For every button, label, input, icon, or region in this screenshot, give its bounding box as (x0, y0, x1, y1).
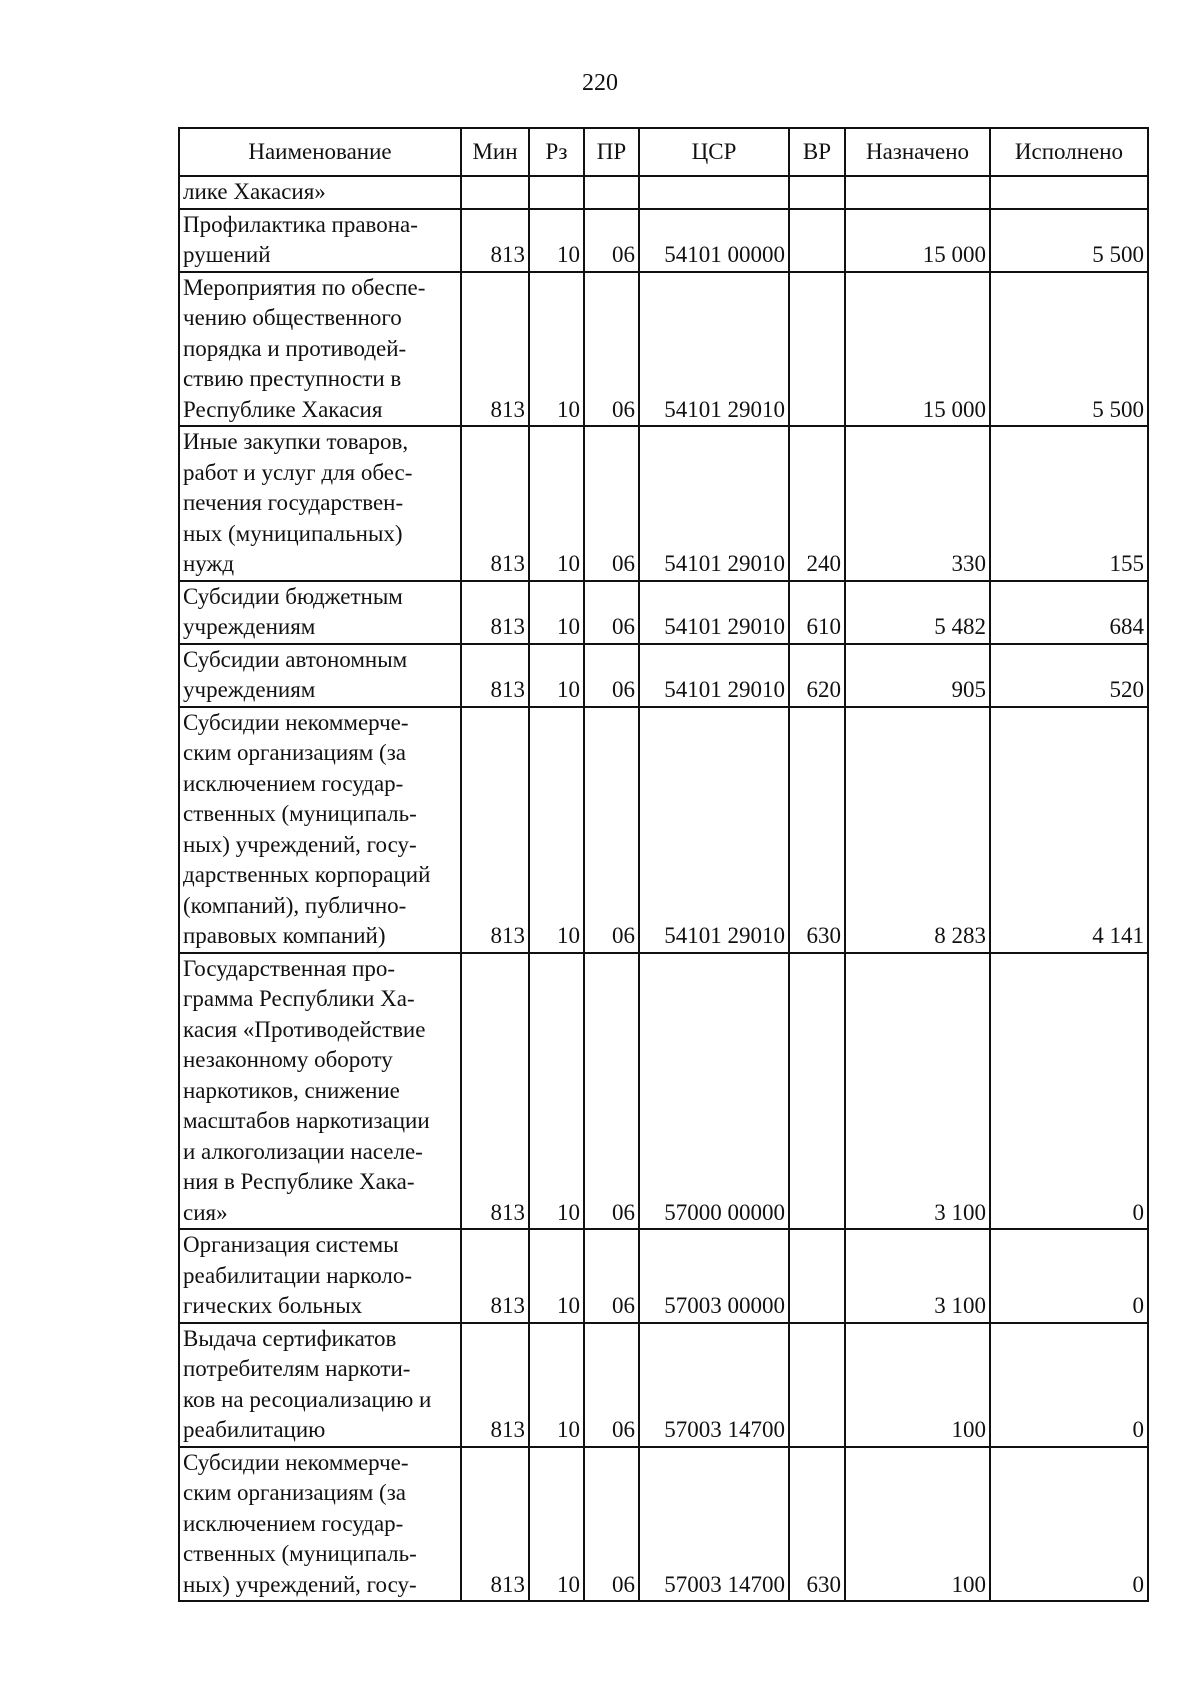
name-line: Субсидии некоммерче- (183, 709, 409, 735)
table-row (179, 953, 1148, 1230)
cell-csr: 54101 29010 (639, 426, 789, 581)
table-row (179, 176, 1148, 209)
cell-pr: 06 (584, 1447, 639, 1602)
cell-name (179, 953, 461, 1230)
cell-vr: 630 (789, 1447, 845, 1602)
cell-assigned (845, 176, 990, 209)
cell-csr: 57003 00000 (639, 1229, 789, 1323)
cell-name (179, 1323, 461, 1447)
col-header-csr: ЦСР (639, 128, 789, 176)
cell-name (179, 209, 461, 272)
name-line: Иные закупки товаров, (183, 429, 409, 454)
col-header-vr: ВР (789, 128, 845, 176)
cell-min: 813 (461, 707, 529, 953)
name-line: печения государствен- (183, 490, 404, 515)
cell-name (179, 272, 461, 427)
cell-executed (990, 176, 1148, 209)
table-row (179, 1447, 1148, 1602)
cell-rz: 10 (529, 644, 584, 707)
cell-csr: 57003 14700 (639, 1323, 789, 1447)
name-line: реабилитации нарколо- (183, 1262, 413, 1288)
cell-executed: 5 500 (990, 272, 1148, 427)
cell-csr: 54101 29010 (639, 272, 789, 427)
cell-vr: 240 (789, 426, 845, 581)
cell-rz: 10 (529, 1447, 584, 1602)
cell-executed: 520 (990, 644, 1148, 707)
cell-executed: 0 (990, 953, 1148, 1230)
name-line: Республике Хакасия (183, 396, 383, 422)
cell-executed: 155 (990, 426, 1148, 581)
cell-name (179, 581, 461, 644)
col-header-name: Наименование (179, 128, 461, 176)
page-number: 220 (582, 70, 618, 96)
cell-min: 813 (461, 272, 529, 427)
cell-assigned: 15 000 (845, 272, 990, 427)
name-line: нужд (183, 551, 235, 576)
table-row (179, 1323, 1148, 1447)
cell-vr (789, 176, 845, 209)
name-line: ственных (муниципаль- (183, 1541, 417, 1566)
cell-vr (789, 272, 845, 427)
name-line: лике Хакасия» (183, 179, 326, 204)
name-line: ных (муниципальных) (183, 520, 403, 546)
cell-csr: 54101 29010 (639, 707, 789, 953)
name-line: Организация системы (183, 1232, 399, 1257)
cell-rz (529, 176, 584, 209)
cell-executed: 0 (990, 1229, 1148, 1323)
cell-assigned: 8 283 (845, 707, 990, 953)
cell-executed: 0 (990, 1323, 1148, 1447)
cell-rz: 10 (529, 209, 584, 272)
name-line: ским организациям (за (183, 1480, 407, 1505)
name-line: чению общественного (183, 305, 402, 330)
table-row (179, 272, 1148, 427)
name-line: ния в Республике Хака- (183, 1169, 415, 1194)
name-line: рушений (183, 242, 271, 267)
name-line: Государственная про- (183, 955, 396, 981)
cell-csr: 54101 29010 (639, 581, 789, 644)
cell-vr (789, 209, 845, 272)
name-line: и алкоголизации населе- (183, 1138, 423, 1164)
name-line: ков на ресоциализацию и (183, 1386, 432, 1412)
cell-name (179, 176, 461, 209)
table-row (179, 581, 1148, 644)
cell-csr: 54101 00000 (639, 209, 789, 272)
cell-csr: 57000 00000 (639, 953, 789, 1230)
table-header-row (179, 128, 1148, 176)
cell-min: 813 (461, 581, 529, 644)
cell-min: 813 (461, 644, 529, 707)
cell-rz: 10 (529, 1323, 584, 1447)
name-line: реабилитацию (183, 1417, 326, 1442)
cell-min: 813 (461, 1447, 529, 1602)
cell-min: 813 (461, 1323, 529, 1447)
name-line: сия» (183, 1199, 228, 1225)
name-line: незаконному обороту (183, 1047, 393, 1072)
cell-pr (584, 176, 639, 209)
cell-name (179, 707, 461, 953)
table-row (179, 1229, 1148, 1323)
name-line: Мероприятия по обеспе- (183, 274, 426, 300)
cell-rz: 10 (529, 1229, 584, 1323)
col-header-min: Мин (461, 128, 529, 176)
name-line: касия «Противодействие (183, 1016, 426, 1042)
cell-assigned: 905 (845, 644, 990, 707)
cell-rz: 10 (529, 272, 584, 427)
cell-executed: 684 (990, 581, 1148, 644)
budget-table (178, 127, 1149, 1602)
cell-pr: 06 (584, 272, 639, 427)
col-header-executed: Исполнено (990, 128, 1148, 176)
name-line: правовых компаний) (183, 923, 386, 948)
name-line: масштабов наркотизации (183, 1108, 430, 1133)
cell-name (179, 1447, 461, 1602)
cell-vr: 630 (789, 707, 845, 953)
cell-assigned: 100 (845, 1447, 990, 1602)
cell-executed: 4 141 (990, 707, 1148, 953)
cell-assigned: 3 100 (845, 953, 990, 1230)
cell-rz: 10 (529, 707, 584, 953)
cell-csr: 57003 14700 (639, 1447, 789, 1602)
cell-assigned: 100 (845, 1323, 990, 1447)
name-line: Выдача сертификатов (183, 1325, 397, 1351)
table-row (179, 209, 1148, 272)
cell-pr: 06 (584, 209, 639, 272)
cell-csr (639, 176, 789, 209)
cell-vr (789, 1323, 845, 1447)
name-line: порядка и противодей- (183, 335, 407, 361)
name-line: ственных (муниципаль- (183, 801, 417, 826)
cell-min: 813 (461, 953, 529, 1230)
cell-min: 813 (461, 209, 529, 272)
cell-name (179, 1229, 461, 1323)
cell-pr: 06 (584, 707, 639, 953)
cell-assigned: 15 000 (845, 209, 990, 272)
cell-min: 813 (461, 1229, 529, 1323)
name-line: исключением государ- (183, 1510, 404, 1536)
table-row (179, 707, 1148, 953)
cell-name (179, 426, 461, 581)
col-header-pr: ПР (584, 128, 639, 176)
cell-pr: 06 (584, 953, 639, 1230)
name-line: ским организациям (за (183, 740, 407, 765)
name-line: дарственных корпораций (183, 862, 431, 887)
name-line: ных) учреждений, госу- (183, 831, 417, 857)
cell-vr: 620 (789, 644, 845, 707)
name-line: Профилактика правона- (183, 211, 418, 237)
name-line: учреждениям (183, 614, 316, 639)
cell-assigned: 5 482 (845, 581, 990, 644)
name-line: гических больных (183, 1293, 363, 1318)
name-line: наркотиков, снижение (183, 1077, 400, 1103)
name-line: Субсидии автономным (183, 646, 408, 672)
cell-executed: 0 (990, 1447, 1148, 1602)
cell-assigned: 3 100 (845, 1229, 990, 1323)
col-header-assigned: Назначено (845, 128, 990, 176)
table-row (179, 644, 1148, 707)
table-row (179, 426, 1148, 581)
cell-csr: 54101 29010 (639, 644, 789, 707)
cell-name (179, 644, 461, 707)
name-line: (компаний), публично- (183, 892, 407, 918)
name-line: грамма Республики Ха- (183, 986, 415, 1011)
cell-pr: 06 (584, 1229, 639, 1323)
cell-pr: 06 (584, 581, 639, 644)
cell-pr: 06 (584, 644, 639, 707)
cell-pr: 06 (584, 426, 639, 581)
name-line: ных) учреждений, госу- (183, 1571, 417, 1597)
cell-rz: 10 (529, 426, 584, 581)
cell-assigned: 330 (845, 426, 990, 581)
name-line: ствию преступности в (183, 366, 402, 391)
name-line: работ и услуг для обес- (183, 459, 413, 485)
col-header-rz: Рз (529, 128, 584, 176)
cell-min: 813 (461, 426, 529, 581)
name-line: потребителям наркоти- (183, 1356, 411, 1381)
name-line: исключением государ- (183, 770, 404, 796)
cell-vr: 610 (789, 581, 845, 644)
cell-vr (789, 1229, 845, 1323)
cell-executed: 5 500 (990, 209, 1148, 272)
table-body (179, 176, 1148, 1601)
name-line: учреждениям (183, 677, 316, 702)
cell-pr: 06 (584, 1323, 639, 1447)
cell-rz: 10 (529, 581, 584, 644)
cell-min (461, 176, 529, 209)
name-line: Субсидии некоммерче- (183, 1449, 409, 1475)
cell-vr (789, 953, 845, 1230)
name-line: Субсидии бюджетным (183, 583, 403, 609)
cell-rz: 10 (529, 953, 584, 1230)
